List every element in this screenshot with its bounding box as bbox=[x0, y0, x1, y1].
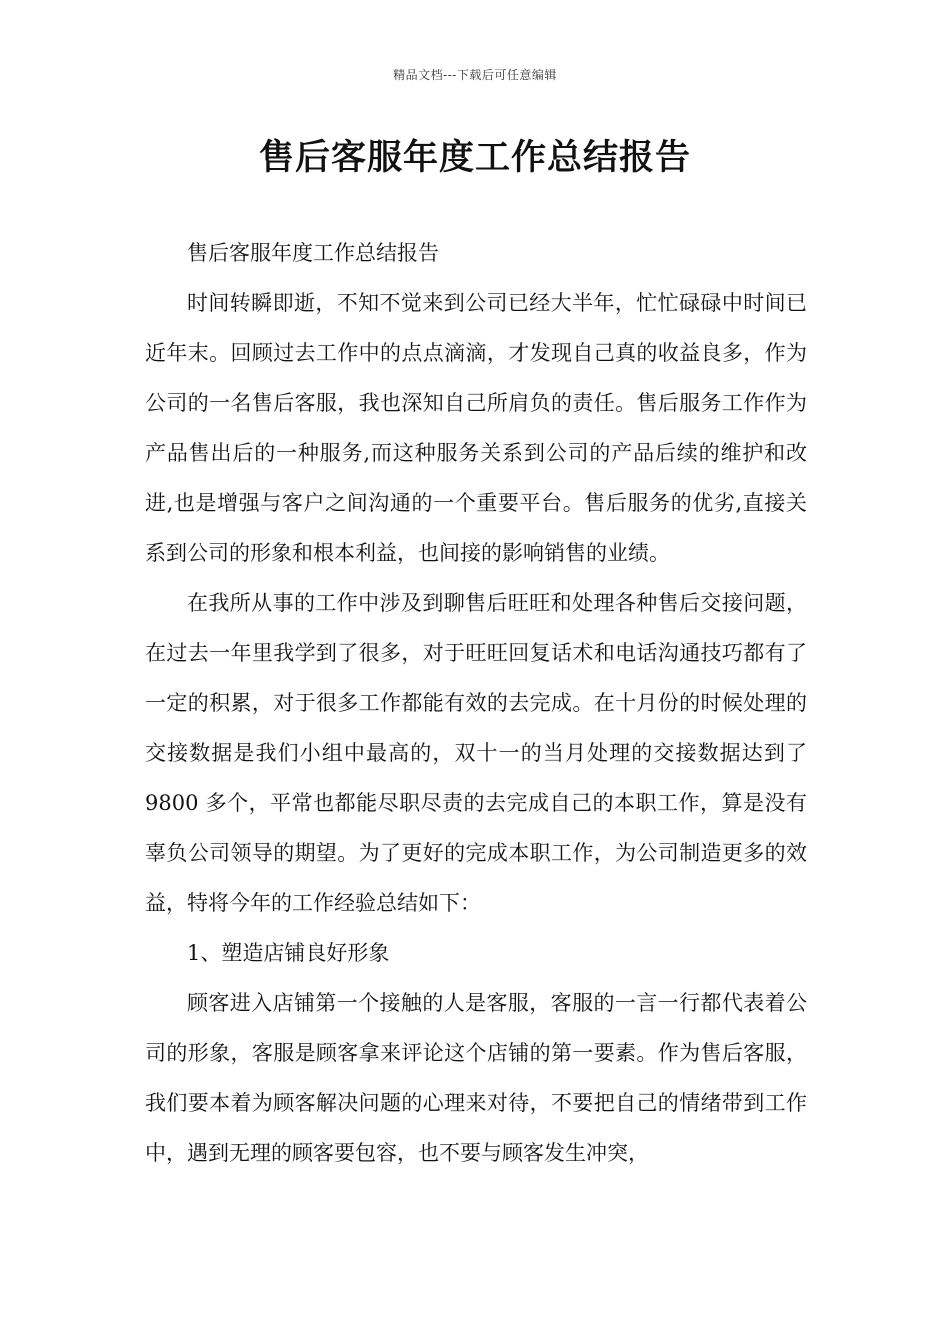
document-body bbox=[145, 228, 807, 1178]
header-note: 精品文档---下载后可任意编辑 bbox=[393, 68, 557, 82]
body-paragraph-work: 在我所从事的工作中涉及到聊售后旺旺和处理各种售后交接问题，在过去一年里我学到了很多，对于旺旺回复话术和电话沟通技巧都有了一定的积累，对于很多工作都能有效的去完成。在十月份的时候处理的交接数据是我们小组中最高的，双十一的当月处理的交接数据达到了 9800 多个，平常也都能尽职尽责的去完成自己的本职工作，算是没有辜负公司领导的期望。为了更好的完成本职工作，为公司制造更多的效益，特将今年的工作经验总结如下： bbox=[145, 591, 807, 915]
body-paragraph-intro: 时间转瞬即逝，不知不觉来到公司已经大半年，忙忙碌碌中时间已近年末。回顾过去工作中的点点滴滴，才发现自己真的收益良多，作为公司的一名售后客服，我也深知自己所肩负的责任。售后服务工作作为产品售出后的一种服务,而这种服务关系到公司的产品后续的维护和改进,也是增强与客户之间沟通的一个重要平台。售后服务的优劣,直接关系到公司的形象和根本利益，也间接的影响销售的业绩。 bbox=[145, 291, 807, 565]
body-paragraph-heading-1: 1、塑造店铺良好形象 bbox=[187, 941, 390, 965]
body-paragraph-customer: 顾客进入店铺第一个接触的人是客服，客服的一言一行都代表着公司的形象，客服是顾客拿来评论这个店铺的第一要素。作为售后客服，我们要本着为顾客解决问题的心理来对待，不要把自己的情绪带到工作中，遇到无理的顾客要包容，也不要与顾客发生冲突， bbox=[145, 991, 807, 1165]
body-paragraph-subtitle: 售后客服年度工作总结报告 bbox=[187, 241, 439, 265]
document-title: 售后客服年度工作总结报告 bbox=[258, 137, 691, 178]
